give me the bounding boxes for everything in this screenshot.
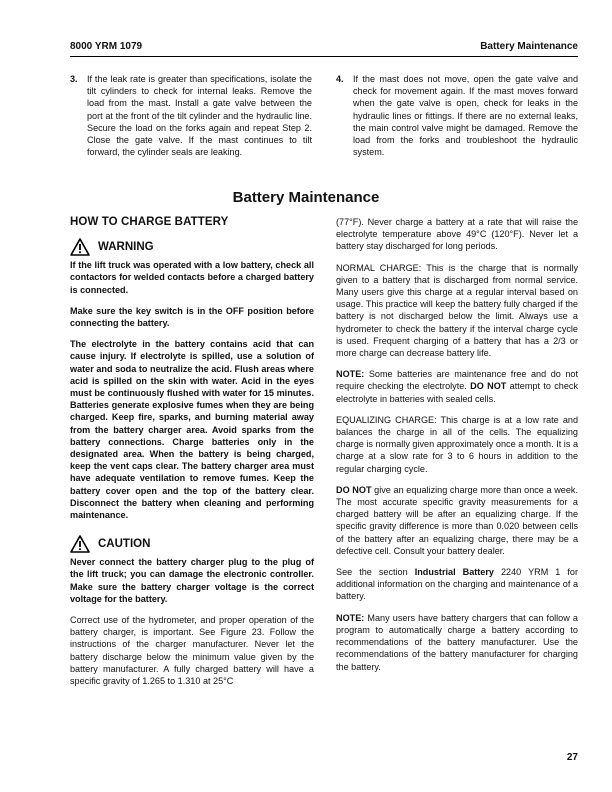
body-paragraph: Correct use of the hydrometer, and proper operation of the battery charger, is important. See Figure 23. Follow the instructions of the charger manufacturer. Never let the battery discharge below the minimum value given by the battery manufacturer. A fully charged battery will have a specific gravity of 1.265 to 1.310 at 25°C <box>70 615 314 687</box>
caution-header <box>70 535 314 553</box>
step-4 <box>336 73 578 158</box>
note-text: Many users have battery chargers that can follow a program to automatically charge a battery according to recommendations of the battery manufacturer. Use the recommendations of the battery manufacturer for charging the battery. <box>336 612 578 672</box>
step-number: 4. <box>336 74 344 84</box>
step-3 <box>70 73 312 158</box>
note-paragraph <box>336 368 578 405</box>
doc-id: 8000 YRM 1079 <box>70 41 143 52</box>
note-label: NOTE: <box>336 612 365 623</box>
paragraph-text: See the section <box>336 567 415 578</box>
note-label: NOTE: <box>336 369 365 380</box>
left-column <box>70 216 314 696</box>
note-paragraph <box>336 612 578 673</box>
note-text: Some batteries are maintenance free and do not require checking the electrolyte. <box>336 369 578 392</box>
warning-paragraph: If the lift truck was operated with a low battery, check all contactors for welded contacts before a charged battery is connected. <box>70 260 314 295</box>
right-column <box>336 216 578 682</box>
caution-paragraph: Never connect the battery charger plug to the plug of the lift truck; you can damage the electronic controller. Make sure the battery charger voltage is the correct voltage for the battery. <box>70 557 314 604</box>
step-number: 3. <box>70 74 78 84</box>
reference-title: Industrial Battery <box>414 567 494 578</box>
body-paragraph: (77°F). Never charge a battery at a rate that will raise the electrolyte temperature above 49°C (120°F). Never let a battery stay discharged for long periods. <box>336 217 578 252</box>
page-number: 27 <box>566 752 578 763</box>
running-header: Battery Maintenance <box>480 41 578 52</box>
step-text: If the mast does not move, open the gate valve and check for movement again. If the mast moves forward when the gate valve is open, check for leaks in the hydraulic lines or fittings. If there are no external leaks, the main control valve might be damaged. Remove the load from the forks and troubleshoot the hydraulic system. <box>353 74 578 158</box>
header-rule <box>70 56 578 57</box>
paragraph-text: 2240 YRM 1 for additional information on the charging and maintenance of a battery. <box>336 567 578 602</box>
warning-label: WARNING <box>98 241 154 254</box>
normal-charge-paragraph: NORMAL CHARGE: This is the charge that is normally given to a battery that is discharged from normal service. Many users give this charge at a regular interval based on usage. This practice will keep the battery fully charged if the battery is not discharged below the limit. Always use a hydrometer to check the battery if the interval charge cycle is used. Frequent charging of a battery that has a 2/3 or more charge can decrease battery life. <box>336 262 578 359</box>
warning-paragraph: Make sure the key switch is in the OFF position before connecting the battery. <box>70 305 314 329</box>
paragraph-text: give an equalizing charge more than once a week. The most accurate specific gravity measurements for a charged battery will be after an equalizing charge. If the specific gravity difference is more than 0.020 between cells of the battery after an equalizing charge, there may be a defective cell. Consult your battery dealer. <box>336 484 578 556</box>
caution-label: CAUTION <box>98 538 151 551</box>
warning-paragraph: The electrolyte in the battery contains acid that can cause injury. If electrolyte is spilled, use a solution of water and soda to neutralize the acid. Flush areas where acid is spilled on the skin with water. Acid in the eyes must be continuously flushed with water for 15 minutes. Batteries generate explosive fumes when they are being charged. Keep fire, sparks, and burning material away from the battery charger area. Avoid sparks from the battery connections. Charge batteries only in the designated area. When the battery is being charged, keep the vent caps clear. The battery charger area must have adequate ventilation to remove fumes. Keep the battery cover open and the top of the battery clear. Disconnect the battery when cleaning and performing maintenance. <box>70 339 314 521</box>
equalizing-charge-paragraph: EQUALIZING CHARGE: This charge is at a low rate and balances the charge in all of the cells. The equalizing charge is normally given approximately once a month. It is a charge at a slow rate for 3 to 6 hours in addition to the regular charging cycle. <box>336 414 578 474</box>
step-text: If the leak rate is greater than specifications, isolate the tilt cylinders to check for internal leaks. Remove the load from the mast. Install a gate valve between the port at the front of the tilt cylinder and the hydraulic line. Secure the load on the forks again and repeat Step 2. Close the gate valve. If the mast continues to tilt forward, the cylinder seals are leaking. <box>87 74 312 158</box>
warning-header <box>70 238 314 256</box>
caution-triangle-icon <box>70 535 94 553</box>
do-not-label: DO NOT <box>336 484 372 495</box>
subsection-heading: HOW TO CHARGE BATTERY <box>70 216 229 228</box>
section-title: Battery Maintenance <box>232 189 380 206</box>
reference-paragraph <box>336 566 578 603</box>
do-not-label: DO NOT <box>470 381 507 392</box>
do-not-paragraph <box>336 484 578 557</box>
warning-triangle-icon <box>70 238 94 256</box>
note-text: attempt to check electrolyte in batteries with sealed cells. <box>336 381 578 404</box>
